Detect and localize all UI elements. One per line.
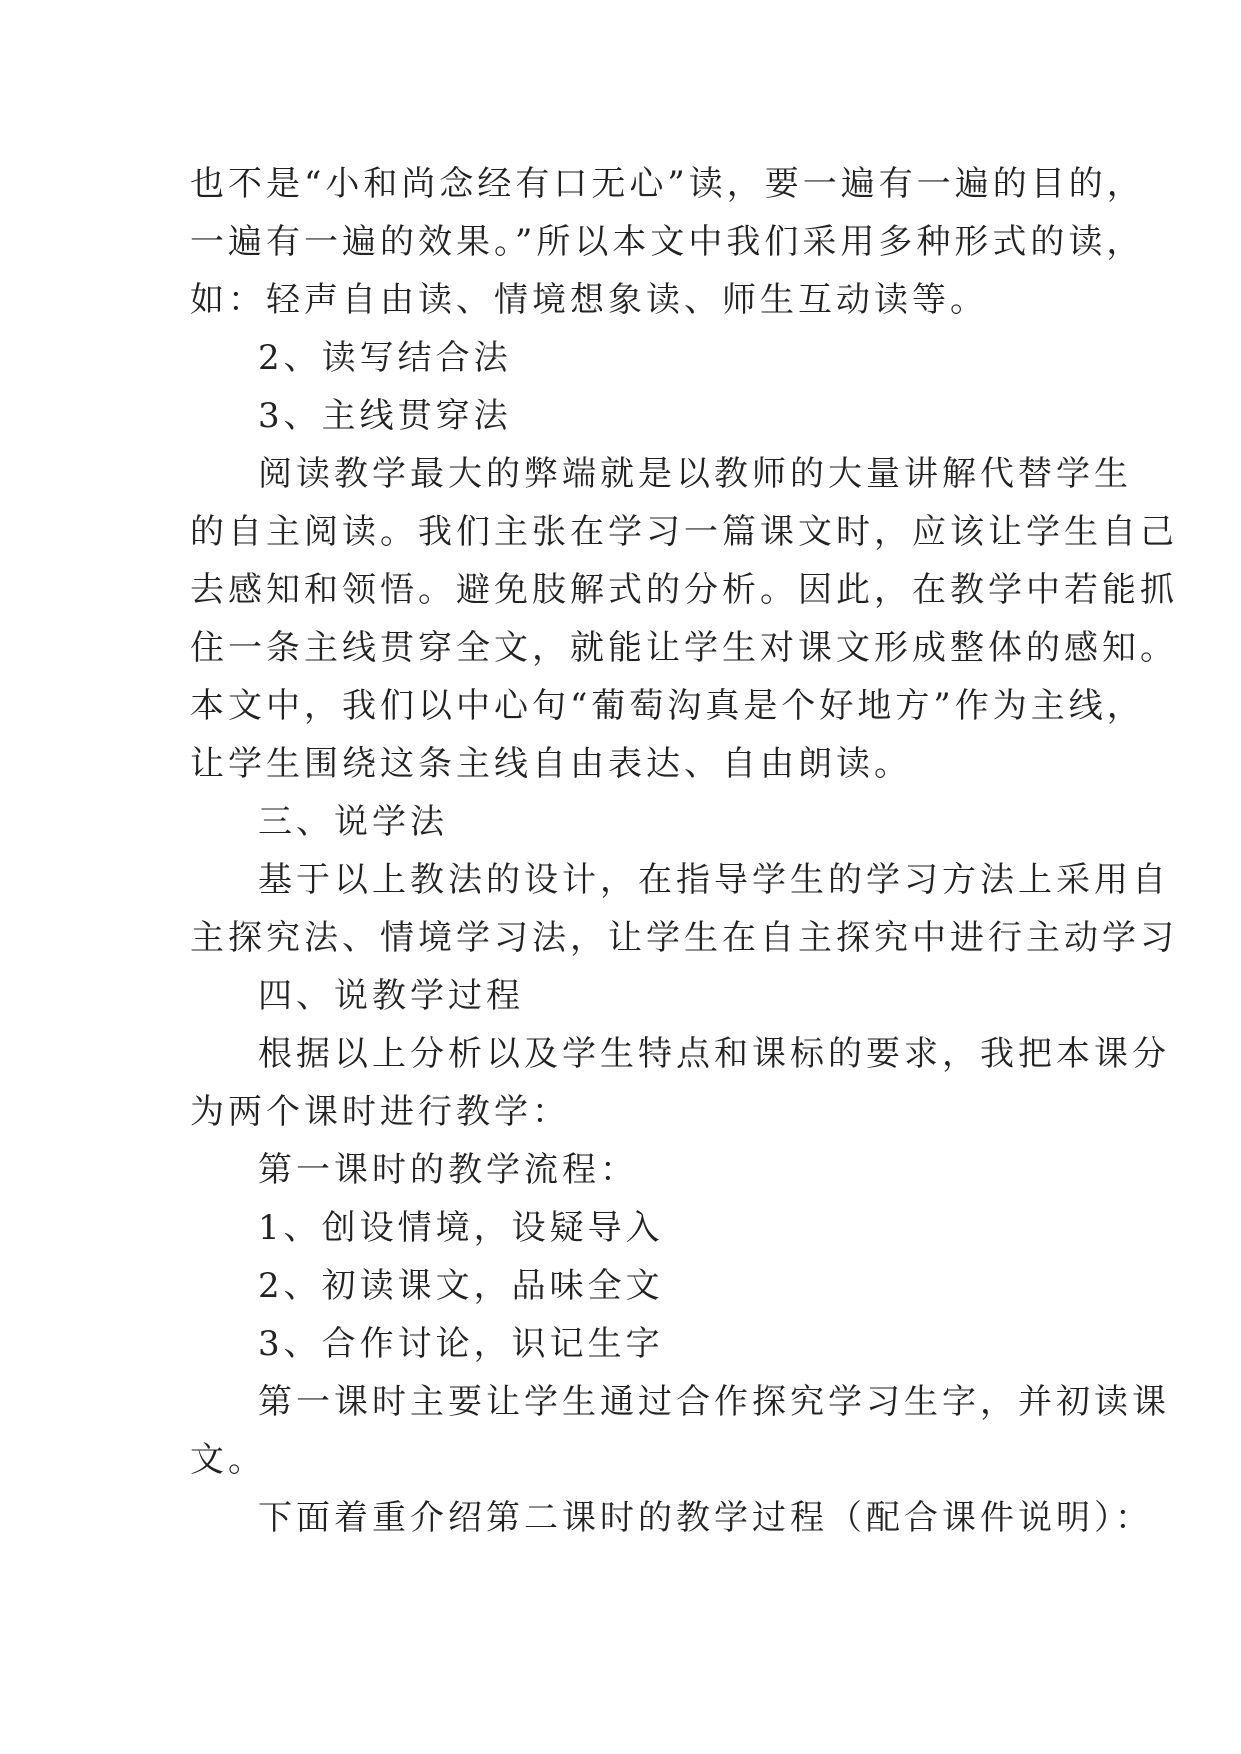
text-line: 主探究法、情境学习法，让学生在自主探究中进行主动学习 — [190, 918, 1178, 958]
text-line: 一遍有一遍的效果。”所以本文中我们采用多种形式的读， — [190, 222, 1145, 262]
text-line: 阅读教学最大的弊端就是以教师的大量讲解代替学生 — [258, 454, 1132, 494]
list-item: 2、读写结合法 — [258, 338, 512, 378]
section-heading: 三、说学法 — [258, 802, 448, 842]
text-line: 第一课时主要让学生通过合作探究学习生字，并初读课 — [258, 1382, 1170, 1422]
text-line: 去感知和领悟。避免肢解式的分析。因此，在教学中若能抓 — [190, 570, 1178, 610]
text-line: 让学生围绕这条主线自由表达、自由朗读。 — [190, 744, 912, 784]
section-heading: 四、说教学过程 — [258, 976, 524, 1016]
text-line: 如：轻声自由读、情境想象读、师生互动读等。 — [190, 280, 988, 320]
text-line: 的自主阅读。我们主张在学习一篇课文时，应该让学生自己 — [190, 512, 1178, 552]
text-line: 下面着重介绍第二课时的教学过程（配合课件说明）： — [258, 1498, 1153, 1538]
text-line: 本文中，我们以中心句“葡萄沟真是个好地方”作为主线， — [190, 686, 1145, 726]
text-line: 也不是“小和尚念经有口无心”读，要一遍有一遍的目的， — [190, 164, 1145, 204]
list-item: 2、初读课文，品味全文 — [258, 1266, 664, 1306]
body-text — [190, 155, 1178, 1547]
text-line: 根据以上分析以及学生特点和课标的要求，我把本课分 — [258, 1034, 1170, 1074]
text-line: 基于以上教法的设计，在指导学生的学习方法上采用自 — [258, 860, 1170, 900]
list-item: 3、主线贯穿法 — [258, 396, 512, 436]
text-line: 为两个课时进行教学： — [190, 1092, 570, 1132]
list-item: 3、合作讨论，识记生字 — [258, 1324, 664, 1364]
text-line: 文。 — [190, 1440, 266, 1480]
text-line: 第一课时的教学流程： — [258, 1150, 638, 1190]
text-line: 住一条主线贯穿全文，就能让学生对课文形成整体的感知。 — [190, 628, 1178, 668]
list-item: 1、创设情境，设疑导入 — [258, 1208, 664, 1248]
